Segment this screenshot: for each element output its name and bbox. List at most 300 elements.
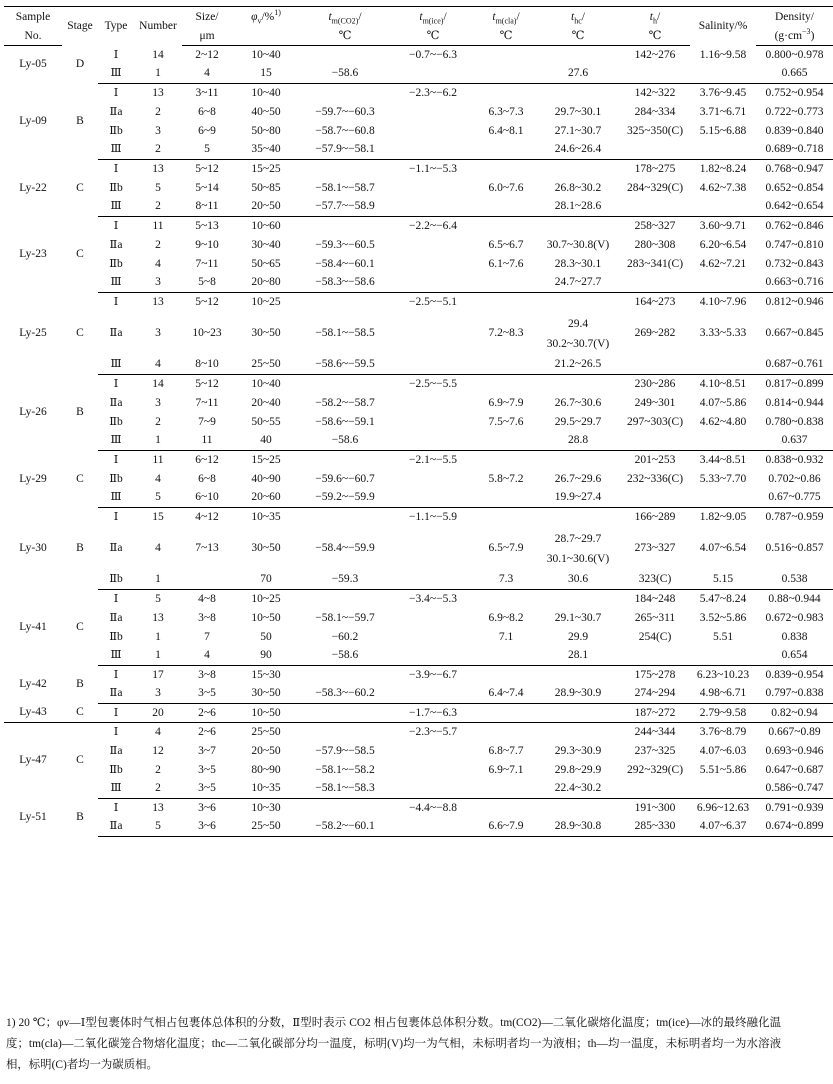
cell-salinity	[690, 356, 756, 375]
cell-density: 0.780~0.838	[765, 415, 824, 428]
cell-number: 2	[155, 415, 161, 428]
cell-tmco2: −59.6~−60.7	[315, 472, 375, 485]
sample-group	[4, 508, 833, 590]
cell-number: 5	[134, 818, 182, 837]
cell-density: 0.663~0.716	[756, 274, 833, 293]
cell-thc-line1: 29.4	[567, 317, 589, 330]
cell-number: 12	[152, 744, 164, 757]
cell-phi: 20~80	[232, 274, 300, 293]
cell-number: 3	[134, 274, 182, 293]
cell-phi: 20~50	[251, 744, 281, 757]
cell-phi: 25~50	[251, 725, 281, 738]
cell-density: 0.672~0.983	[765, 611, 824, 624]
cell-tmco2	[300, 160, 390, 179]
cell-phi: 30~50	[251, 542, 281, 554]
cell-size: 3~5	[182, 780, 232, 799]
cell-type: Ⅱb	[109, 763, 123, 776]
cell-size: 5~12	[195, 295, 219, 308]
cell-th	[620, 432, 690, 451]
cell-salinity: 3.60~9.71	[699, 219, 747, 232]
cell-size: 3~7	[198, 744, 216, 757]
cell-thc: 24.6~26.4	[536, 141, 620, 160]
cell-th: 280~308	[634, 238, 676, 251]
table-row	[4, 394, 833, 413]
sample-cell: Ly-41	[19, 621, 47, 633]
cell-number: 13	[152, 611, 164, 624]
cell-salinity	[690, 65, 756, 84]
cell-phi: 40~90	[251, 472, 281, 485]
table-row	[4, 274, 833, 293]
cell-phi: 10~25	[251, 295, 281, 308]
cell-type: Ⅲ	[98, 65, 134, 84]
cell-thc	[536, 799, 620, 818]
cell-density: 0.800~0.978	[765, 48, 824, 61]
stage-cell: C	[76, 754, 84, 767]
cell-type: Ⅱb	[109, 124, 123, 137]
cell-tmice	[390, 742, 476, 761]
cell-tmco2	[300, 84, 390, 103]
stage-cell: B	[76, 115, 84, 127]
cell-tmcla	[476, 46, 536, 65]
cell-thc: 21.2~26.5	[536, 356, 620, 375]
cell-tmco2: −58.6	[300, 432, 390, 451]
sample-group	[4, 723, 833, 799]
table-row	[4, 780, 833, 799]
sample-group	[4, 451, 833, 508]
table-row	[4, 527, 833, 571]
table-row	[4, 799, 833, 818]
cell-density: 0.689~0.718	[756, 141, 833, 160]
cell-number: 1	[134, 432, 182, 451]
cell-th: 178~275	[634, 162, 676, 175]
cell-th: 258~327	[634, 219, 676, 232]
header-number: Number	[134, 7, 182, 46]
cell-number: 2	[155, 238, 161, 251]
cell-tmco2: −58.6~−59.1	[315, 415, 375, 428]
header-th: $t_h/$	[620, 7, 690, 28]
cell-tmcla: 6.9~8.2	[488, 611, 524, 624]
cell-tmice	[390, 198, 476, 217]
sample-cell: Ly-23	[19, 248, 47, 260]
cell-number: 3	[155, 124, 161, 137]
cell-thc	[536, 84, 620, 103]
table-row	[4, 160, 833, 179]
cell-size: 8~11	[182, 198, 232, 217]
cell-density: 0.839~0.840	[765, 124, 824, 137]
cell-density: 0.654	[756, 647, 833, 666]
cell-salinity: 4.07~6.37	[690, 818, 756, 837]
cell-tmcla: 6.9~7.9	[488, 396, 524, 409]
cell-tmice	[390, 647, 476, 666]
cell-number: 15	[152, 510, 164, 523]
header-tm-co2: $t_{m(CO2)}/$	[300, 7, 390, 28]
cell-th: 187~272	[620, 704, 690, 723]
cell-tmcla	[476, 356, 536, 375]
cell-phi: 10~30	[251, 801, 281, 814]
cell-type: Ⅰ	[113, 453, 119, 466]
header-phi-unit	[232, 27, 300, 46]
cell-salinity: 4.62~4.80	[699, 415, 747, 428]
cell-phi: 25~50	[232, 356, 300, 375]
cell-tmice: −2.5~−5.5	[409, 377, 457, 390]
cell-tmcla: 6.9~7.1	[488, 763, 524, 776]
cell-size: 4	[182, 65, 232, 84]
cell-phi: 90	[232, 647, 300, 666]
cell-tmice	[390, 818, 476, 837]
cell-tmco2: −59.3~−60.5	[315, 238, 375, 251]
cell-tmcla	[476, 666, 536, 685]
cell-phi: 50	[260, 630, 272, 643]
table-row	[4, 704, 833, 723]
sample-group	[4, 217, 833, 293]
cell-density: 0.647~0.687	[765, 763, 824, 776]
cell-th: 164~273	[634, 295, 676, 308]
stage-cell: D	[75, 58, 85, 70]
stage-cell: C	[76, 248, 84, 260]
cell-tmco2	[300, 799, 390, 818]
cell-tmco2	[300, 217, 390, 236]
cell-tmco2: −60.2	[331, 630, 359, 643]
cell-salinity: 2.79~9.58	[690, 704, 756, 723]
cell-tmco2: −58.1~−58.5	[315, 327, 375, 339]
cell-thc: 27.1~30.7	[554, 124, 602, 137]
cell-phi: 10~60	[251, 219, 281, 232]
stage-cell: C	[76, 472, 84, 485]
cell-phi: 35~40	[232, 141, 300, 160]
cell-number: 1	[134, 571, 182, 590]
cell-phi: 10~50	[251, 611, 281, 624]
cell-density: 0.797~0.838	[756, 685, 833, 704]
cell-number: 2	[134, 780, 182, 799]
cell-tmcla: 6.5~7.9	[488, 542, 524, 554]
cell-density: 0.586~0.747	[756, 780, 833, 799]
cell-tmice: −1.1~−5.3	[409, 162, 457, 175]
cell-th	[620, 198, 690, 217]
sample-group	[4, 46, 833, 84]
header-phi: $\varphi_v/\%^{1)}$	[232, 7, 300, 28]
cell-density: 0.652~0.854	[765, 181, 824, 194]
stage-cell: C	[76, 327, 84, 339]
cell-tmco2: −58.6	[300, 647, 390, 666]
cell-salinity: 4.10~7.96	[699, 295, 747, 308]
cell-th: 274~294	[620, 685, 690, 704]
cell-tmco2	[300, 704, 390, 723]
cell-tmice	[390, 628, 476, 647]
sample-cell: Ly-42	[19, 678, 47, 690]
cell-size: 7~9	[198, 415, 216, 428]
stage-cell: C	[76, 621, 84, 633]
cell-type: Ⅱb	[109, 257, 123, 270]
cell-size: 7	[204, 630, 210, 643]
cell-tmco2: −58.7~−60.8	[315, 124, 375, 137]
cell-tmco2: −58.2~−58.7	[315, 396, 375, 409]
cell-type: Ⅲ	[98, 356, 134, 375]
cell-number: 3	[134, 685, 182, 704]
header-density-unit: $(g\cdot cm^{-3})$	[756, 27, 833, 46]
sample-cell: Ly-47	[19, 754, 47, 767]
cell-tmco2: −58.1~−58.2	[315, 763, 375, 776]
cell-phi: 70	[232, 571, 300, 590]
cell-th	[620, 141, 690, 160]
cell-size: 10~23	[192, 327, 222, 339]
cell-tmcla	[476, 160, 536, 179]
cell-size: 4~12	[195, 510, 219, 523]
cell-tmco2: −58.4~−60.1	[315, 257, 375, 270]
cell-density: 0.752~0.954	[765, 86, 824, 99]
cell-size: 5~13	[195, 219, 219, 232]
cell-tmice: −0.7~−6.3	[409, 48, 457, 61]
cell-tmcla: 7.5~7.6	[488, 415, 524, 428]
cell-salinity: 6.20~6.54	[699, 238, 747, 251]
cell-thc	[536, 312, 620, 356]
cell-phi: 20~60	[232, 489, 300, 508]
cell-th	[620, 356, 690, 375]
cell-thc: 29.1~30.7	[554, 611, 602, 624]
cell-th	[620, 780, 690, 799]
cell-type: Ⅱa	[109, 238, 123, 251]
cell-tmcla	[476, 780, 536, 799]
cell-tmcla	[476, 65, 536, 84]
cell-thc: 28.8	[536, 432, 620, 451]
cell-th: 325~350(C)	[626, 124, 684, 137]
cell-tmco2: −58.2~−60.1	[300, 818, 390, 837]
sample-cell: Ly-25	[19, 327, 47, 339]
cell-tmco2: −58.4~−59.9	[315, 542, 375, 554]
cell-salinity: 4.07~6.03	[699, 744, 747, 757]
cell-tmice	[390, 470, 476, 489]
table-row	[4, 141, 833, 160]
cell-tmco2: −58.1~−58.3	[300, 780, 390, 799]
cell-tmice	[390, 609, 476, 628]
cell-th	[620, 65, 690, 84]
cell-th: 184~248	[634, 592, 676, 605]
cell-size: 3~8	[198, 611, 216, 624]
cell-tmice: −1.7~−6.3	[390, 704, 476, 723]
cell-tmco2	[300, 590, 390, 609]
cell-size: 5	[182, 141, 232, 160]
table-row	[4, 432, 833, 451]
cell-size: 8~10	[182, 356, 232, 375]
cell-salinity: 5.15	[690, 571, 756, 590]
cell-salinity	[690, 647, 756, 666]
cell-phi: 10~40	[251, 86, 281, 99]
cell-size: 7~11	[195, 257, 219, 270]
cell-phi: 50~85	[251, 181, 281, 194]
cell-phi: 25~50	[232, 818, 300, 837]
cell-number: 4	[155, 257, 161, 270]
header-sample: Sample	[4, 7, 62, 28]
cell-size: 3~8	[198, 668, 216, 681]
table-row	[4, 217, 833, 236]
sample-cell: Ly-29	[19, 472, 47, 485]
table-row	[4, 571, 833, 590]
cell-salinity	[690, 489, 756, 508]
cell-phi: 30~50	[232, 685, 300, 704]
cell-thc: 28.1	[536, 647, 620, 666]
cell-th	[620, 274, 690, 293]
cell-density: 0.642~0.654	[756, 198, 833, 217]
cell-tmco2: −57.9~−58.1	[300, 141, 390, 160]
cell-density: 0.693~0.946	[765, 744, 824, 757]
cell-tmcla	[476, 432, 536, 451]
cell-density: 0.768~0.947	[765, 162, 824, 175]
cell-tmco2: −59.7~−60.3	[315, 105, 375, 118]
cell-size: 4~8	[198, 592, 216, 605]
cell-phi: 30~50	[251, 327, 281, 339]
stage-cell: C	[62, 704, 98, 723]
cell-thc: 28.3~30.1	[554, 257, 602, 270]
cell-phi: 15	[232, 65, 300, 84]
cell-thc	[536, 704, 620, 723]
cell-number: 13	[152, 295, 164, 308]
cell-density: 0.747~0.810	[765, 238, 824, 251]
cell-type: Ⅲ	[98, 432, 134, 451]
cell-tmco2: −58.6~−59.5	[300, 356, 390, 375]
cell-tmcla	[476, 723, 536, 742]
cell-type: Ⅲ	[98, 274, 134, 293]
cell-th: 284~334	[634, 105, 676, 118]
cell-number: 3	[155, 396, 161, 409]
cell-type: Ⅱa	[109, 327, 123, 339]
cell-density: 0.667~0.845	[765, 327, 824, 339]
header-sample-no: No.	[4, 27, 62, 46]
cell-density: 0.732~0.843	[765, 257, 824, 270]
cell-size: 2~6	[182, 704, 232, 723]
cell-th: 297~303(C)	[626, 415, 684, 428]
table-row	[4, 647, 833, 666]
cell-salinity	[690, 432, 756, 451]
cell-size: 6~12	[195, 453, 219, 466]
cell-density: 0.838~0.932	[765, 453, 824, 466]
cell-thc	[536, 375, 620, 394]
cell-type: Ⅰ	[113, 162, 119, 175]
cell-th: 284~329(C)	[626, 181, 684, 194]
cell-salinity	[690, 141, 756, 160]
cell-density: 0.82~0.94	[756, 704, 833, 723]
table-row	[4, 818, 833, 837]
cell-tmcla	[476, 274, 536, 293]
cell-tmco2: −58.6	[300, 65, 390, 84]
cell-number: 13	[152, 162, 164, 175]
cell-phi: 50~65	[251, 257, 281, 270]
cell-thc: 29.7~30.1	[554, 105, 602, 118]
cell-tmcla	[476, 647, 536, 666]
cell-tmcla	[476, 293, 536, 312]
cell-th: 323(C)	[620, 571, 690, 590]
cell-tmice	[390, 356, 476, 375]
cell-number: 2	[134, 141, 182, 160]
cell-salinity: 3.76~8.79	[699, 725, 747, 738]
cell-size: 7~13	[195, 542, 219, 554]
sample-group	[4, 666, 833, 704]
cell-size: 6~8	[198, 105, 216, 118]
header-tm-cla: $t_{m(cla)}/$	[476, 7, 536, 28]
cell-density: 0.838	[781, 630, 808, 643]
header-stage: Stage	[62, 7, 98, 46]
table-footnote: 1) 20 ℃；φv—Ⅰ型包裹体时气相占包裹体总体积的分数，Ⅱ型时表示 CO2 相占包裹体总体积分数。tm(CO2)—二氧化碳熔化温度；tm(ice)—冰的最终融化温度；tm(cla)—二氧化碳笼合物熔化温度；thc—二氧化碳部分均一温度，标明(V)均一为气相，未标明者均一为液相；th—均一温度，未标明者均一为水溶液相，标明(C)者均一为碳质相。	[6, 1017, 781, 1071]
cell-tmcla	[476, 375, 536, 394]
cell-number: 4	[155, 472, 161, 485]
stage-cell: B	[76, 678, 84, 690]
cell-tmco2	[300, 451, 390, 470]
header-size: Size/	[182, 7, 232, 28]
cell-density: 0.687~0.761	[756, 356, 833, 375]
cell-tmcla	[476, 799, 536, 818]
cell-tmco2: −58.3~−58.6	[300, 274, 390, 293]
cell-number: 5	[134, 489, 182, 508]
cell-tmcla	[476, 84, 536, 103]
cell-tmice: −1.1~−5.9	[409, 510, 457, 523]
cell-phi: 10~40	[251, 377, 281, 390]
cell-type: Ⅱa	[109, 611, 123, 624]
sample-group	[4, 293, 833, 375]
header-tm-ice-unit: ℃	[390, 27, 476, 46]
sample-group	[4, 590, 833, 666]
cell-salinity: 4.07~6.54	[699, 542, 747, 554]
cell-phi: 20~40	[251, 396, 281, 409]
cell-type: Ⅱa	[109, 105, 123, 118]
cell-density: 0.702~0.86	[768, 472, 821, 485]
cell-salinity: 4.07~5.86	[699, 396, 747, 409]
cell-size: 6~10	[182, 489, 232, 508]
header-tm-co2-unit: ℃	[300, 27, 390, 46]
cell-tmice	[390, 527, 476, 571]
cell-number: 14	[152, 377, 164, 390]
sample-cell: Ly-30	[19, 542, 47, 554]
cell-size	[182, 571, 232, 590]
table-row	[4, 122, 833, 141]
cell-tmco2	[300, 293, 390, 312]
cell-thc: 28.9~30.9	[536, 685, 620, 704]
cell-number: 5	[155, 592, 161, 605]
cell-number: 20	[134, 704, 182, 723]
cell-tmice: −2.1~−5.5	[409, 453, 457, 466]
cell-tmice: −2.3~−5.7	[409, 725, 457, 738]
cell-type: Ⅰ	[113, 48, 119, 61]
cell-type: Ⅰ	[113, 725, 119, 738]
cell-type: Ⅱb	[109, 630, 123, 643]
table-row	[4, 103, 833, 122]
cell-tmice	[390, 761, 476, 780]
cell-density: 0.88~0.944	[768, 592, 821, 605]
sample-group	[4, 704, 833, 723]
cell-tmcla	[476, 704, 536, 723]
cell-size: 3~6	[182, 818, 232, 837]
table-row	[4, 293, 833, 312]
cell-thc: 27.6	[536, 65, 620, 84]
header-tm-ice: $t_{m(ice)}/$	[390, 7, 476, 28]
cell-density: 0.674~0.899	[756, 818, 833, 837]
table-row	[4, 65, 833, 84]
cell-size: 3~5	[182, 685, 232, 704]
cell-type: Ⅲ	[98, 647, 134, 666]
cell-thc-line2: 30.2~30.7(V)	[546, 337, 610, 350]
cell-tmcla	[476, 141, 536, 160]
cell-th: 230~286	[634, 377, 676, 390]
cell-phi: 15~30	[251, 668, 281, 681]
cell-tmice: −2.2~−6.4	[409, 219, 457, 232]
cell-tmice	[390, 432, 476, 451]
cell-number: 2	[155, 763, 161, 776]
cell-thc	[536, 723, 620, 742]
cell-tmcla: 6.4~7.4	[476, 685, 536, 704]
cell-density: 0.67~0.775	[756, 489, 833, 508]
cell-tmice	[390, 571, 476, 590]
cell-tmcla: 7.3	[476, 571, 536, 590]
cell-size: 2~12	[195, 48, 219, 61]
cell-phi: 15~25	[251, 162, 281, 175]
cell-number: 2	[155, 105, 161, 118]
